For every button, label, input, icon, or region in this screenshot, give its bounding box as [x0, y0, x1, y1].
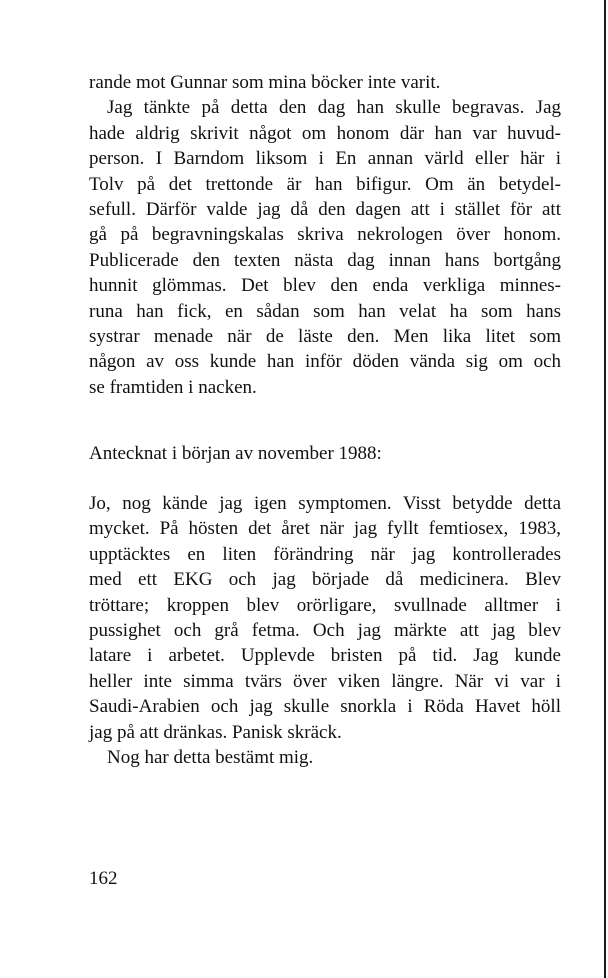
page-edge-divider: [604, 0, 606, 978]
page-number: 162: [89, 868, 118, 889]
text-line: Publicerade den texten nästa dag innan hans bortgång: [89, 249, 561, 271]
text-line: latare i arbetet. Upplevde bristen på tid. Jag kunde: [89, 645, 561, 667]
paragraph-block-gunnar: [89, 70, 561, 400]
text-line: jag på att dränkas. Panisk skräck.: [89, 721, 342, 743]
text-line: någon av oss kunde han inför döden vända sig om och: [89, 351, 561, 373]
text-line: hunnit glömmas. Det blev den enda verkliga minnes-: [89, 275, 561, 297]
text-line: runa han fick, en sådan som han velat ha som hans: [89, 300, 561, 322]
text-line: se framtiden i nacken.: [89, 376, 257, 398]
text-line: gå på begravningskalas skriva nekrologen över honom.: [89, 224, 561, 246]
text-line: med ett EKG och jag började då medicinera. Blev: [89, 569, 561, 591]
text-line: Tolv på det trettonde är han bifigur. Om än betydel-: [89, 173, 561, 195]
text-line: hade aldrig skrivit något om honom där han var huvud-: [89, 122, 561, 144]
text-line: person. I Barndom liksom i En annan värld eller här i: [89, 148, 561, 170]
text-line: upptäcktes en liten förändring när jag kontrollerades: [89, 543, 561, 565]
text-line: Nog har detta bestämt mig.: [107, 746, 314, 768]
text-line: mycket. På hösten det året när jag fyllt femtiosex, 1983,: [89, 518, 561, 540]
text-line: tröttare; kroppen blev orörligare, svullnade alltmer i: [89, 594, 561, 616]
text-line: pussighet och grå fetma. Och jag märkte att jag blev: [89, 619, 561, 641]
text-line: systrar menade när de läste den. Men lika litet som: [89, 325, 561, 347]
entry-heading: Antecknat i början av november 1988:: [89, 443, 382, 464]
text-line: rande mot Gunnar som mina böcker inte varit.: [89, 72, 441, 93]
text-line: heller inte simma tvärs över viken längre. När vi var i: [89, 670, 561, 692]
text-line: Jo, nog kände jag igen symptomen. Visst betydde detta: [89, 493, 561, 514]
text-line: Saudi-Arabien och jag skulle snorkla i Röda Havet höll: [89, 696, 561, 718]
text-line: Jag tänkte på detta den dag han skulle begravas. Jag: [107, 97, 561, 119]
paragraph-block-symptoms: [89, 491, 561, 770]
text-line: sefull. Därför valde jag då den dagen att i stället för att: [89, 198, 561, 220]
